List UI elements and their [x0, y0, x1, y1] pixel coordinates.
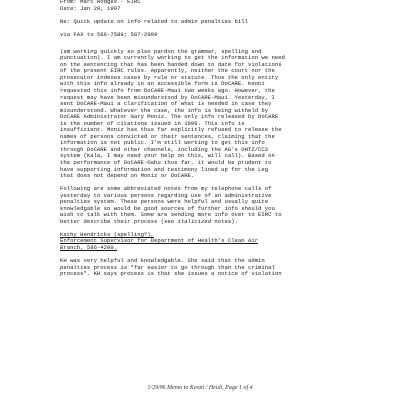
para1-line: system (Kala, I may need your help on this, will call). Based on: [60, 152, 275, 160]
para1-line: (am working quickly so plso pardon the grammar, spelling and: [60, 47, 262, 55]
para1-line: that does not depend on Moniz or DoCARE.: [60, 172, 195, 180]
para1-line: through DoCARE and other channels, including the AG's OHTZ/CCS: [60, 145, 269, 153]
para1-line: have supporting information and testimony lined up for the Leg: [60, 165, 269, 173]
paragraph-1: [60, 49, 390, 180]
contact-block: [60, 232, 390, 252]
para1-line: is the number of citations issued in 1996. This info is: [60, 119, 245, 127]
paragraph-3: [60, 258, 390, 278]
contact-title: Enforcement Supervisor for Department of Health's Clean Air: [60, 237, 259, 245]
para2-last-prefix: better describe their process (see: [60, 217, 178, 225]
para1-line: request may have been misunderstood by DoCARE-Maui. Yesterday, I: [60, 93, 275, 101]
header-re: Re: Quick update on info related to admin penalties bill: [60, 17, 248, 25]
para1-line: on the sentencing that has been handed down to date for violations: [60, 60, 282, 68]
para2-line: yesterday to various persons regarding use of an administrative: [60, 191, 272, 199]
para1-line: prosecutor indexes cases by rule or statute. Thus the only entity: [60, 73, 279, 81]
para1-line: names of persons convicted or their sentences, claiming that the: [60, 132, 275, 140]
para2-line: Following are some abbreviated notes from my telephone calls of: [60, 185, 272, 193]
para3-line: penalties process is "far easier to go through than the criminal: [60, 263, 275, 271]
header-via: via FAX to 586-7589; 587-2999: [60, 30, 158, 38]
para1-line: insufficient. Moniz has thus far explicitly refused to release the: [60, 126, 282, 134]
para1-line: the performance of DoCARE-Oahu thus far, it would be prudent to: [60, 158, 272, 166]
para1-line: information is not public. I'm still working to get this info: [60, 139, 265, 147]
contact-phone: Branch, 586-4200.: [60, 244, 118, 251]
paragraph-2: [60, 186, 390, 225]
memo-page: [60, 0, 390, 278]
contact-name: Kathy Hendricks (spelling?),: [60, 230, 154, 238]
para2-last-suffix: notes).: [211, 217, 238, 225]
header-from: From: Marc Rodges - EIRC: [60, 0, 141, 5]
para2-line: knowledgable so would be good sources of further info should you: [60, 204, 275, 212]
para3-line: process". KH says process is that she issues a notice of violation: [60, 270, 282, 278]
para1-line: requested this info from DoCARE-Maui two weeks ago. However, the: [60, 86, 275, 94]
para2-line: penalties system. These persons were helpful and usually quite: [60, 198, 269, 206]
para1-line: with this info already in an accessible form is DoCARE. Keoni: [60, 80, 265, 88]
para1-line: of the present EIRC rules. Apparently, neither the court nor the: [60, 67, 275, 75]
para1-line: sent DoCARE-Maui a clarification of what is needed in case they: [60, 100, 272, 108]
page-footer: 1/29/96 Memo to Keoni / Heidi, Page 1 of 4: [147, 385, 253, 391]
italicized-word: italicized: [177, 217, 212, 225]
para2-line: wish to talk with them. Some are sending more info over to EIRC to: [60, 211, 282, 219]
para1-line: DoCARE Administrator Gary Moniz. The only info released by DoCARE: [60, 113, 279, 121]
para1-line: punctuation). I am currently working to get the information we need: [60, 54, 285, 62]
para3-line: KH was very helpful and knowledgable. She said that the admin: [60, 257, 265, 265]
header-date: Date: Jan 29, 1997: [60, 4, 121, 12]
para1-line: misunderstood. Whatever the case, the info is being witheld by: [60, 106, 269, 114]
